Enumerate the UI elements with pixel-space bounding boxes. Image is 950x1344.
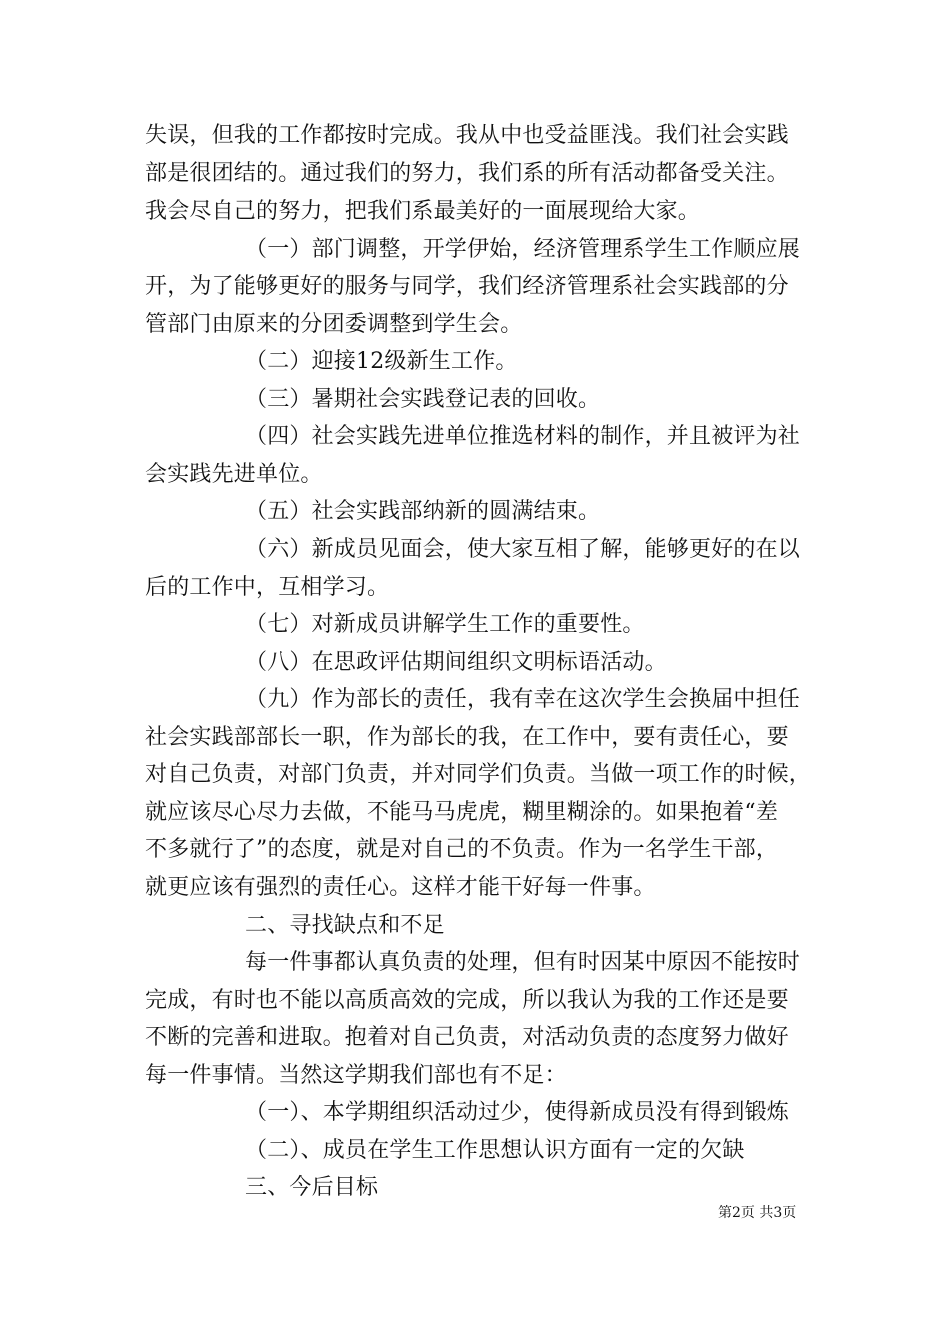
- paragraph-line: 就应该尽心尽力去做，不能马马虎虎，糊里糊涂的。如果抱着“差: [145, 800, 779, 825]
- list-item: （八）在思政评估期间组织文明标语活动。: [245, 650, 667, 675]
- list-item: （九）作为部长的责任，我有幸在这次学生会换届中担任: [245, 687, 801, 712]
- paragraph-line: 不多就行了”的态度，就是对自己的不负责。作为一名学生干部，: [145, 837, 779, 862]
- section-heading: 二、寻找缺点和不足: [245, 913, 445, 938]
- paragraph-line: 不断的完善和进取。抱着对自己负责，对活动负责的态度努力做好: [145, 1025, 789, 1050]
- page-footer: 第2页 共3页: [718, 1205, 797, 1221]
- paragraph-line: 每一件事情。当然这学期我们部也有不足：: [145, 1063, 567, 1088]
- paragraph-line: 对自己负责，对部门负责，并对同学们负责。当做一项工作的时候，: [145, 762, 812, 787]
- paragraph-line: 失误，但我的工作都按时完成。我从中也受益匪浅。我们社会实践: [145, 123, 789, 148]
- list-item: （七）对新成员讲解学生工作的重要性。: [245, 612, 645, 637]
- list-item: （六）新成员见面会，使大家互相了解，能够更好的在以: [245, 537, 801, 562]
- list-item: （一）、本学期组织活动过少，使得新成员没有得到锻炼: [245, 1100, 790, 1125]
- paragraph-line: 部是很团结的。通过我们的努力，我们系的所有活动都备受关注。: [145, 161, 789, 186]
- paragraph-line: 会实践先进单位。: [145, 462, 323, 487]
- paragraph-line: 后的工作中，互相学习。: [145, 575, 390, 600]
- paragraph-line: 开，为了能够更好的服务与同学，我们经济管理系社会实践部的分: [145, 274, 789, 299]
- paragraph-line: 就更应该有强烈的责任心。这样才能干好每一件事。: [145, 875, 656, 900]
- list-item: （二）、成员在学生工作思想认识方面有一定的欠缺: [245, 1138, 745, 1163]
- paragraph-line: 完成，有时也不能以高质高效的完成，所以我认为我的工作还是要: [145, 988, 789, 1013]
- list-item: （三）暑期社会实践登记表的回收。: [245, 387, 601, 412]
- paragraph-line: （一）部门调整，开学伊始，经济管理系学生工作顺应展: [245, 237, 801, 262]
- list-item: （四）社会实践先进单位推选材料的制作，并且被评为社: [245, 424, 801, 449]
- section-heading: 三、今后目标: [245, 1175, 379, 1200]
- paragraph-line: 管部门由原来的分团委调整到学生会。: [145, 312, 523, 337]
- paragraph-line: 社会实践部部长一职，作为部长的我，在工作中，要有责任心，要: [145, 725, 789, 750]
- paragraph-line: 我会尽自己的努力，把我们系最美好的一面展现给大家。: [145, 199, 701, 224]
- paragraph-line: 每一件事都认真负责的处理，但有时因某中原因不能按时: [245, 950, 801, 975]
- list-item: （五）社会实践部纳新的圆满结束。: [245, 499, 601, 524]
- list-item: （二）迎接12级新生工作。: [245, 349, 518, 374]
